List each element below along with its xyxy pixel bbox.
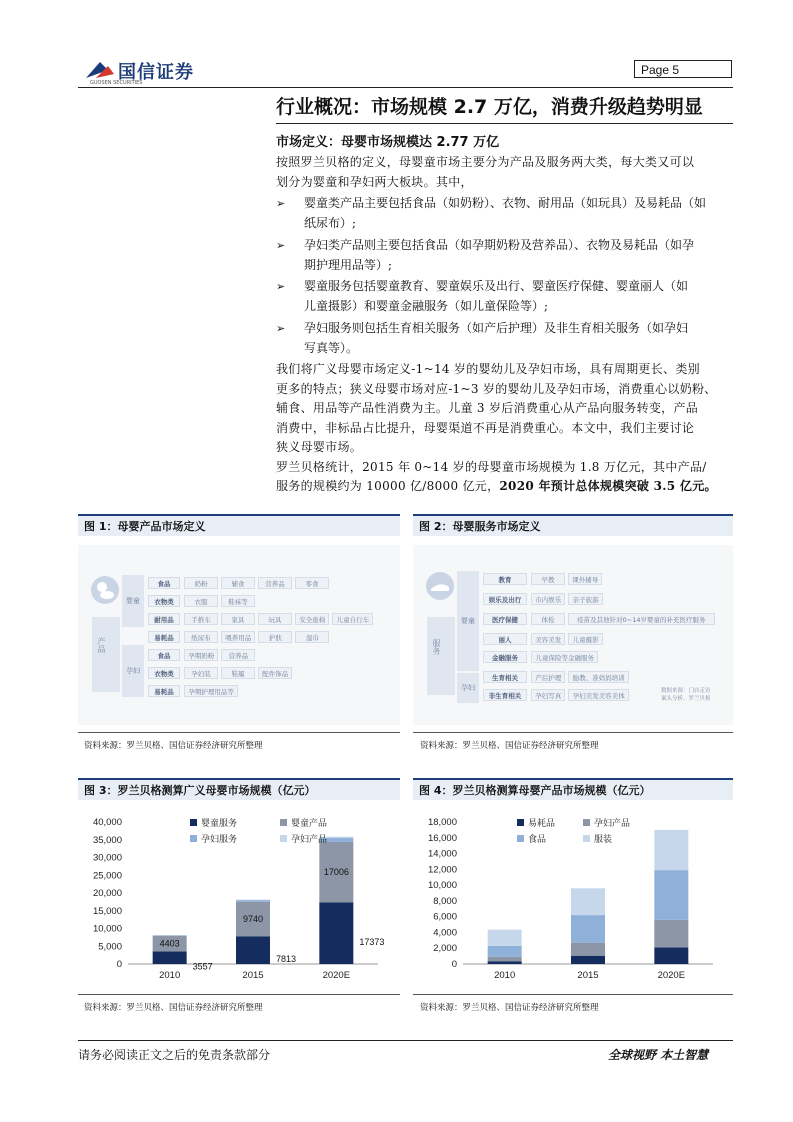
figure-3-title: 图 3：罗兰贝格测算广义母婴市场规模（亿元）	[78, 778, 400, 800]
text-line: 婴童服务包括婴童教育、婴童娱乐及出行、婴童医疗保健、婴童丽人（如	[304, 279, 689, 293]
item-chip: 安全座椅	[295, 613, 329, 625]
bar-segment	[654, 920, 688, 948]
legend-label: 孕妇产品	[594, 819, 631, 829]
bar-segment	[488, 930, 522, 946]
category-chip: 衣物类	[148, 667, 180, 679]
side-bar	[427, 617, 455, 695]
bar-segment	[488, 957, 522, 961]
baby-icon	[90, 575, 120, 605]
figure-2-diagram	[413, 545, 733, 725]
data-label: 17373	[359, 937, 385, 948]
logo-subtext: GUOSEN SECURITIES	[90, 80, 143, 86]
bar-segment	[153, 935, 187, 936]
data-label: 17006	[323, 867, 349, 878]
item-chip: 孕妇写真	[531, 689, 565, 701]
group-label: 孕妇	[457, 673, 479, 703]
text-line	[276, 477, 733, 497]
side-label: 产品	[97, 637, 106, 653]
text-line: 儿童摄影）和婴童金融服务（如儿童保险等）;	[304, 298, 549, 313]
text-line: 婴童类产品主要包括食品（如奶粉）、衣物、耐用品（如玩具）及易耗品（如	[304, 196, 707, 210]
bullet-arrow-icon: ➢	[276, 322, 286, 335]
category-chip: 教育	[483, 573, 527, 585]
x-tick-label: 2020E	[322, 970, 351, 981]
text-line: 更多的特点；狭义母婴市场对应-1~3 岁的婴幼儿及孕妇市场，消费重心以奶粉、	[276, 381, 717, 396]
item-chip: 儿童保险等金融服务	[531, 651, 598, 663]
bar-segment	[236, 900, 270, 901]
note-line: 数据来源：门店走访	[661, 688, 711, 694]
bar-segment	[571, 956, 605, 964]
text-line: 消费中，非标品占比提升，母婴渠道不再是消费重心。本文中，我们主要讨论	[276, 420, 695, 435]
category-chip: 衣物类	[148, 595, 180, 607]
text-line: 我们将广义母婴市场定义-1~14 岁的婴幼儿及孕妇市场，具有周期更长、类别	[276, 362, 700, 376]
data-label: 7813	[276, 954, 297, 965]
category-chip: 医疗保健	[483, 613, 527, 625]
slogan: 全球视野 本土智慧	[608, 1048, 709, 1062]
item-chip: 早教	[531, 573, 565, 585]
bullet-item	[276, 277, 733, 317]
figure-3-divider	[78, 994, 400, 995]
hand-icon	[425, 571, 455, 601]
bar-segment	[236, 936, 270, 964]
item-chip: 市内娱乐	[531, 593, 565, 605]
page-number: Page 5	[634, 60, 732, 78]
text-line: 罗兰贝格统计，2015 年 0~14 岁的母婴童市场规模为 1.8 万亿元，其中产品/	[276, 459, 707, 474]
text-line: 划分为婴童和孕妇两大板块。其中，	[276, 174, 473, 189]
figure-4-source: 资料来源：罗兰贝格、国信证券经济研究所整理	[420, 1003, 599, 1013]
subheading: 市场定义：母婴市场规模达 2.77 万亿	[276, 135, 500, 150]
bullet-arrow-icon: ➢	[276, 239, 286, 252]
item-chip: 配件饰品	[258, 667, 292, 679]
side-label: 服务	[432, 639, 441, 655]
x-tick-label: 2010	[494, 970, 516, 981]
text-line: 孕妇服务则包括生育相关服务（如产后护理）及非生育相关服务（如孕妇	[304, 321, 689, 335]
figure-3-source: 资料来源：罗兰贝格、国信证券经济研究所整理	[84, 1003, 263, 1013]
text-line: 期护理用品等）;	[304, 257, 393, 272]
y-tick-label: 0	[116, 959, 122, 970]
figure-1-title: 图 1：母婴产品市场定义	[78, 514, 400, 536]
legend-swatch	[190, 819, 197, 826]
item-chip: 体检	[531, 613, 565, 625]
item-chip: 鞋袜等	[221, 595, 255, 607]
figure-1-divider	[78, 732, 400, 733]
item-chip: 课外辅导	[568, 573, 602, 585]
bar-segment	[488, 961, 522, 964]
y-tick-label: 12,000	[427, 864, 457, 876]
legend-swatch	[190, 835, 197, 842]
y-tick-label: 35,000	[92, 834, 122, 846]
y-tick-label: 8,000	[433, 895, 457, 907]
bar-segment	[571, 943, 605, 956]
y-tick-label: 4,000	[433, 927, 457, 939]
item-chip: 孕期护理用品等	[184, 685, 238, 697]
definition-paragraph	[276, 360, 733, 497]
note-line: 案头分析、罗兰贝格	[661, 696, 711, 702]
section-title: 行业概况：市场规模 2.7 万亿，消费升级趋势明显	[276, 96, 703, 118]
item-chip: 产后护理	[531, 671, 565, 683]
legend-swatch	[280, 819, 287, 826]
side-bar	[92, 617, 120, 692]
y-tick-label: 25,000	[92, 870, 122, 882]
category-chip: 非生育相关	[483, 689, 527, 701]
legend-label: 婴童服务	[201, 819, 238, 829]
y-tick-label: 2,000	[433, 943, 457, 955]
figure-2-title: 图 2：母婴服务市场定义	[413, 514, 733, 536]
category-chip: 耐用品	[148, 613, 180, 625]
header-divider	[78, 87, 733, 88]
intro-paragraph	[276, 153, 733, 192]
figure-1-diagram	[78, 545, 400, 725]
y-tick-label: 14,000	[427, 848, 457, 860]
item-chip: 孕期奶粉	[184, 649, 218, 661]
company-logo-icon	[82, 56, 118, 82]
item-chip: 玩具	[258, 613, 292, 625]
y-tick-label: 18,000	[427, 817, 457, 828]
text-segment: 服务的规模约为 10000 亿/8000 亿元，	[276, 479, 500, 493]
item-chip: 喂养用品	[221, 631, 255, 643]
text-line: 按照罗兰贝格的定义，母婴童市场主要分为产品及服务两大类，每大类又可以	[276, 155, 695, 169]
item-chip: 手推车	[184, 613, 218, 625]
legend-label: 婴童产品	[291, 819, 328, 829]
item-chip: 辅食	[221, 577, 255, 589]
text-line: 辅食、用品等产品性消费为主。儿童 3 岁后消费重心从产品向服务转变，产品	[276, 401, 699, 415]
y-tick-label: 40,000	[92, 817, 122, 828]
figure-1-source: 资料来源：罗兰贝格、国信证券经济研究所整理	[84, 741, 263, 751]
item-chip: 孕妇美发美容美体	[568, 689, 629, 701]
logo-text: 国信证券	[118, 62, 194, 83]
bar-segment	[488, 946, 522, 957]
x-tick-label: 2010	[159, 970, 181, 981]
group-label: 婴童	[122, 575, 144, 627]
legend-label: 孕妇产品	[291, 835, 328, 845]
item-chip: 儿童摄影	[568, 633, 602, 645]
item-chip: 零食	[295, 577, 329, 589]
group-label: 婴童	[457, 571, 479, 671]
y-tick-label: 16,000	[427, 832, 457, 844]
legend-swatch	[583, 835, 590, 842]
legend-label: 服装	[594, 835, 613, 845]
x-tick-label: 2020E	[657, 970, 686, 981]
category-chip: 娱乐及出行	[483, 593, 527, 605]
y-tick-label: 6,000	[433, 911, 457, 923]
item-chip: 奶粉	[184, 577, 218, 589]
text-line: 纸尿布）;	[304, 215, 357, 230]
bar-segment	[153, 951, 187, 964]
figure-4-title: 图 4：罗兰贝格测算母婴产品市场规模（亿元）	[413, 778, 733, 800]
item-chip: 营养品	[258, 577, 292, 589]
item-chip: 亲子旅游	[568, 593, 602, 605]
y-tick-label: 10,000	[427, 880, 457, 892]
footer-divider	[78, 1040, 733, 1041]
legend-label: 孕妇服务	[201, 835, 238, 845]
bar-segment	[319, 902, 353, 964]
bullet-item	[276, 319, 733, 359]
title-divider	[276, 123, 733, 124]
bar-segment	[654, 947, 688, 964]
x-tick-label: 2015	[577, 970, 599, 981]
x-tick-label: 2015	[242, 970, 264, 981]
figure-4-divider	[413, 994, 733, 995]
category-chip: 易耗品	[148, 631, 180, 643]
data-label: 9740	[242, 913, 264, 924]
figure-note	[661, 687, 711, 703]
item-chip: 胎教、准妈妈培训	[568, 671, 629, 683]
text-line: 狭义母婴市场。	[276, 440, 363, 454]
item-chip: 疫苗及其他针对0~14岁婴童的补充医疗服务	[568, 613, 715, 625]
item-chip: 纸尿布	[184, 631, 218, 643]
legend-swatch	[280, 835, 287, 842]
text-line: 写真等）。	[304, 340, 359, 355]
item-chip: 美容美发	[531, 633, 565, 645]
category-chip: 生育相关	[483, 671, 527, 683]
item-chip: 湿巾	[295, 631, 329, 643]
highlight-text: 2020 年预计总体规模突破 3.5 亿元。	[499, 479, 717, 493]
data-label: 3557	[192, 961, 213, 972]
disclaimer-note: 请务必阅读正文之后的免责条款部分	[78, 1048, 271, 1062]
data-label: 4403	[159, 938, 180, 949]
y-tick-label: 15,000	[92, 905, 122, 917]
y-tick-label: 5,000	[98, 941, 122, 953]
bullet-arrow-icon: ➢	[276, 197, 286, 210]
item-chip: 衣服	[184, 595, 218, 607]
bar-segment	[654, 830, 688, 870]
bar-segment	[571, 888, 605, 915]
item-chip: 孕妇装	[184, 667, 218, 679]
category-chip: 易耗品	[148, 685, 180, 697]
y-tick-label: 30,000	[92, 852, 122, 864]
y-tick-label: 10,000	[92, 923, 122, 935]
figure-4-chart	[413, 806, 733, 988]
bar-segment	[571, 915, 605, 943]
item-chip: 护肤	[258, 631, 292, 643]
category-chip: 丽人	[483, 633, 527, 645]
bar-segment	[236, 900, 270, 902]
legend-label: 食品	[528, 835, 547, 845]
figure-3-chart	[78, 806, 400, 988]
y-tick-label: 20,000	[92, 888, 122, 899]
bullet-arrow-icon: ➢	[276, 280, 286, 293]
y-tick-label: 0	[451, 959, 457, 970]
category-chip: 食品	[148, 577, 180, 589]
legend-swatch	[517, 835, 524, 842]
item-chip: 鞋履	[221, 667, 255, 679]
bullet-item	[276, 194, 733, 234]
text-line: 孕妇类产品则主要包括食品（如孕期奶粉及营养品）、衣物及易耗品（如孕	[304, 238, 695, 252]
legend-swatch	[583, 819, 590, 826]
legend-label: 易耗品	[528, 819, 556, 829]
item-chip: 儿童自行车	[332, 613, 373, 625]
item-chip: 家具	[221, 613, 255, 625]
category-chip: 食品	[148, 649, 180, 661]
bullet-item	[276, 236, 733, 276]
item-chip: 营养品	[221, 649, 255, 661]
figure-2-source: 资料来源：罗兰贝格、国信证券经济研究所整理	[420, 741, 599, 751]
category-chip: 金融服务	[483, 651, 527, 663]
bar-segment	[654, 870, 688, 920]
legend-swatch	[517, 819, 524, 826]
figure-2-divider	[413, 732, 733, 733]
group-label: 孕妇	[122, 645, 144, 697]
